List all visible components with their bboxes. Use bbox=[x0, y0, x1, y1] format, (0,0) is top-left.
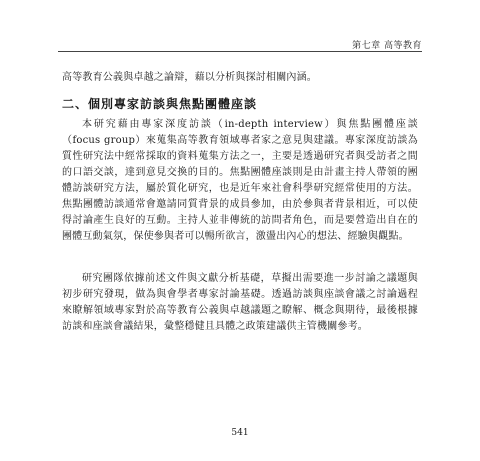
paragraph-2-block bbox=[62, 271, 418, 335]
header-rule bbox=[58, 51, 422, 52]
section-heading: 二、個別專家訪談與焦點團體座談 bbox=[62, 97, 258, 111]
paragraph-1: 本研究藉由專家深度訪談（in-depth interview）與焦點團體座談（focus group）來蒐集高等教育領域專者家之意見與建議。專家深度訪談為質性研究法中經常採取的資料蒐集方法之一，主要是透過研究者與受訪者之間的口語交談，達到意見交換的目的。焦點團體座談則是由計畫主持人帶領的團體訪談研究方法，屬於質化研究，也是近年來社會科學研究經常使用的方法。焦點團體訪談通常會邀請同質背景的成員參加，由於參與者背景相近，可以使得討論產生良好的互動。主持人並非傳統的訪問者角色，而是要營造出自在的團體互動氣氛，保使參與者可以暢所欲言，激盪出內心的想法、經驗與觀點。 bbox=[62, 119, 418, 242]
running-head: 第七章 高等教育 bbox=[352, 41, 422, 51]
paragraph-1-block bbox=[62, 117, 418, 245]
page-number: 541 bbox=[231, 428, 249, 438]
paragraph-2: 研究團隊依據前述文件與文獻分析基礎，草擬出需要進一步討論之議題與初步研究發現，做為與會學者專家討論基礎。透過訪談與座談會議之討論過程來瞭解領域專家對於高等教育公義與卓越議題之瞭解、概念與期待，最後根據訪談和座談會議結果，彙整穩健且具體之政策建議供主管機關參考。 bbox=[62, 273, 418, 332]
lead-line: 高等教育公義與卓越之論辯，藉以分析與探討相關內涵。 bbox=[62, 72, 317, 83]
